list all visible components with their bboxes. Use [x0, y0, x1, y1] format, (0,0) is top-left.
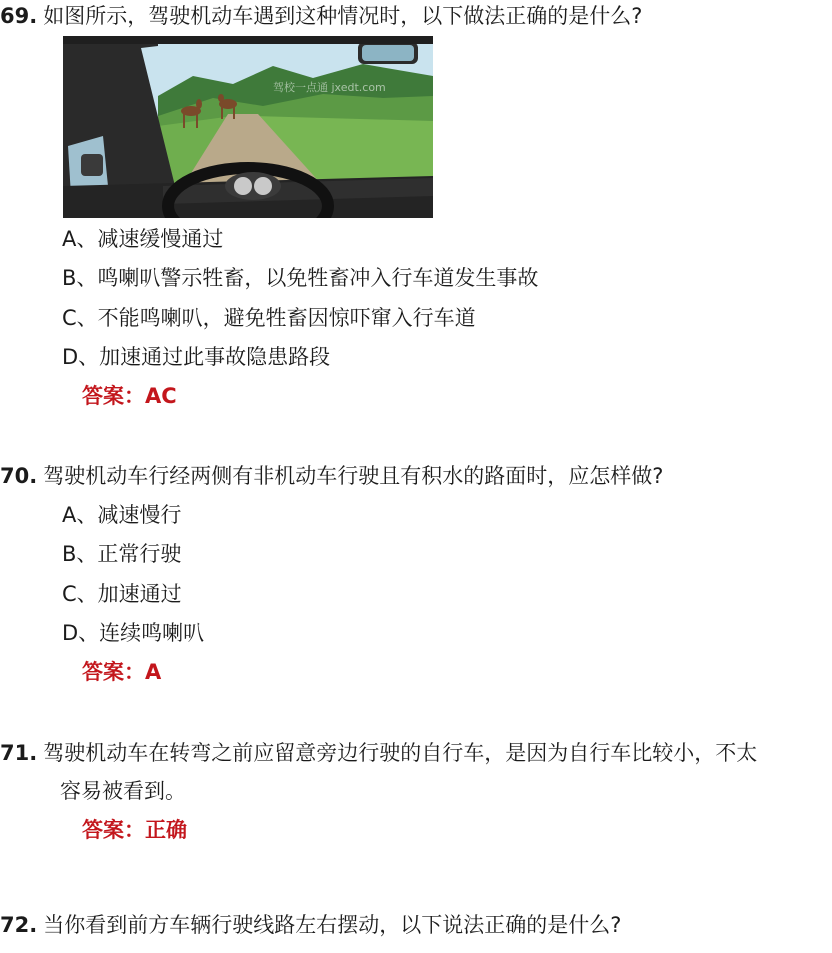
answer: 答案：正确	[82, 818, 187, 842]
option-a: A、减速缓慢通过	[62, 227, 224, 251]
question-text: 如图所示，驾驶机动车遇到这种情况时，以下做法正确的是什么?	[43, 4, 643, 28]
question-69-line	[0, 0, 642, 32]
option-c: C、不能鸣喇叭，避免牲畜因惊吓窜入行车道	[62, 306, 476, 330]
option-d: D、连续鸣喇叭	[62, 621, 205, 645]
option-b: B、正常行驶	[62, 542, 182, 566]
question-number: 70.	[0, 464, 38, 488]
answer: 答案：A	[82, 660, 162, 684]
question-number: 72.	[0, 913, 38, 937]
option-b: B、鸣喇叭警示牲畜，以免牲畜冲入行车道发生事故	[62, 266, 539, 290]
answer: 答案：AC	[82, 384, 177, 408]
question-text: 当你看到前方车辆行驶线路左右摆动，以下说法正确的是什么?	[43, 913, 622, 937]
question-text: 驾驶机动车行经两侧有非机动车行驶且有积水的路面时，应怎样做?	[43, 464, 664, 488]
question-number: 71.	[0, 741, 38, 765]
option-a: A、减速慢行	[62, 503, 182, 527]
question-72-line	[0, 909, 621, 941]
option-d: D、加速通过此事故隐患路段	[62, 345, 331, 369]
question-number: 69.	[0, 4, 38, 28]
option-c: C、加速通过	[62, 582, 182, 606]
figure-watermark: 驾校一点通 jxedt.com	[273, 81, 386, 94]
question-text-continued: 容易被看到。	[60, 779, 186, 803]
question-text: 驾驶机动车在转弯之前应留意旁边行驶的自行车，是因为自行车比较小，不太	[43, 741, 758, 765]
question-70-line	[0, 460, 663, 492]
question-71-line	[0, 737, 757, 769]
question-69-figure	[63, 36, 433, 218]
